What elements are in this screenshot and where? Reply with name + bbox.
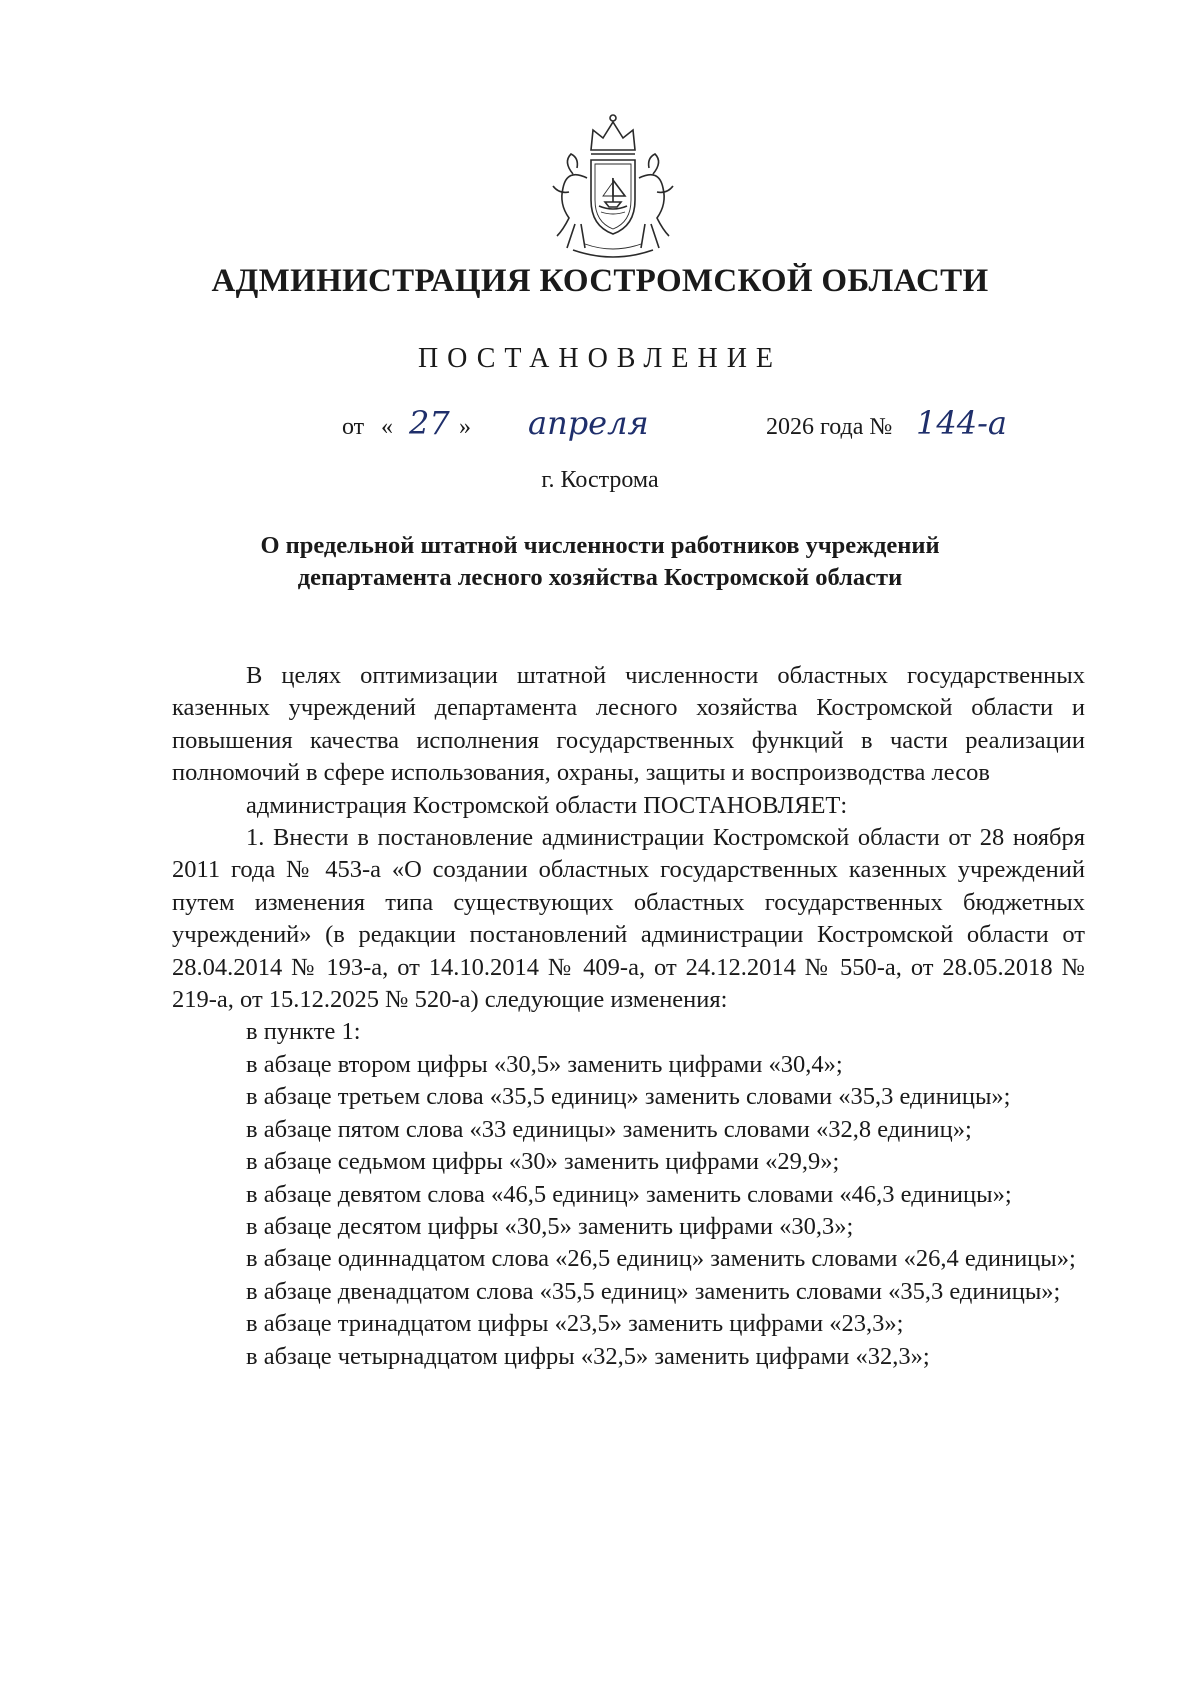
body-paragraph: в пункте 1: xyxy=(246,1018,361,1046)
body-paragraph: в абзаце десятом цифры «30,5» заменить цифрами «30,3»; xyxy=(246,1212,854,1240)
date-line xyxy=(0,404,1200,454)
body-paragraph: в абзаце пятом слова «33 единицы» заменить словами «32,8 единиц»; xyxy=(246,1115,972,1143)
body-paragraph: администрация Костромской области ПОСТАНОВЛЯЕТ: xyxy=(246,791,848,819)
organization-name: АДМИНИСТРАЦИЯ КОСТРОМСКОЙ ОБЛАСТИ xyxy=(211,263,989,299)
document-body xyxy=(172,660,1085,1373)
body-paragraph: в абзаце втором цифры «30,5» заменить цифрами «30,4»; xyxy=(246,1050,843,1078)
body-paragraph: В целях оптимизации штатной численности областных государственных казенных учреждений департамента лесного хозяйства Костромской области и повышения качества исполнения государственных функций в части реализации полномочий в сфере использования, охраны, защиты и воспроизводства лесов xyxy=(172,662,1085,787)
handwritten-day: 27 xyxy=(409,404,450,442)
document-type: ПОСТАНОВЛЕНИЕ xyxy=(417,343,783,374)
body-paragraph: в абзаце одиннадцатом слова «26,5 единиц» заменить словами «26,4 единицы»; xyxy=(246,1245,1076,1273)
body-paragraph: в абзаце тринадцатом цифры «23,5» заменить цифрами «23,3»; xyxy=(246,1310,904,1338)
body-paragraph: в абзаце двенадцатом слова «35,5 единиц» заменить словами «35,3 единицы»; xyxy=(246,1277,1061,1305)
quote-close: » xyxy=(459,414,471,440)
document-title xyxy=(200,530,1000,594)
handwritten-month: апреля xyxy=(528,404,649,442)
title-line-1: О предельной штатной численности работников учреждений xyxy=(260,532,940,559)
quote-open: « xyxy=(381,414,393,440)
body-paragraph: в абзаце седьмом цифры «30» заменить цифрами «29,9»; xyxy=(246,1148,840,1176)
title-line-2: департамента лесного хозяйства Костромской области xyxy=(297,564,903,591)
coat-of-arms-emblem xyxy=(533,108,693,268)
body-paragraph: в абзаце девятом слова «46,5 единиц» заменить словами «46,3 единицы»; xyxy=(246,1180,1012,1208)
year-and-number-label: 2026 года № xyxy=(766,414,893,440)
city: г. Кострома xyxy=(541,467,659,493)
body-paragraph: 1. Внести в постановление администрации Костромской области от 28 ноября 2011 года № 453-а «О создании областных государственных казенных учреждений путем изменения типа существующих областных государственных бюджетных учреждений» (в редакции постановлений администрации Костромской области от 28.04.2014 № 193-а, от 14.10.2014 № 409-а, от 24.12.2014 № 550-а, от 28.05.2018 № 219-а, от 15.12.2025 № 520-а) следующие изменения: xyxy=(172,824,1085,1014)
body-paragraph: в абзаце третьем слова «35,5 единиц» заменить словами «35,3 единицы»; xyxy=(246,1083,1011,1111)
handwritten-document-number: 144-а xyxy=(916,404,1007,442)
date-prefix: от xyxy=(342,414,365,440)
body-paragraph: в абзаце четырнадцатом цифры «32,5» заменить цифрами «32,3»; xyxy=(246,1342,930,1370)
